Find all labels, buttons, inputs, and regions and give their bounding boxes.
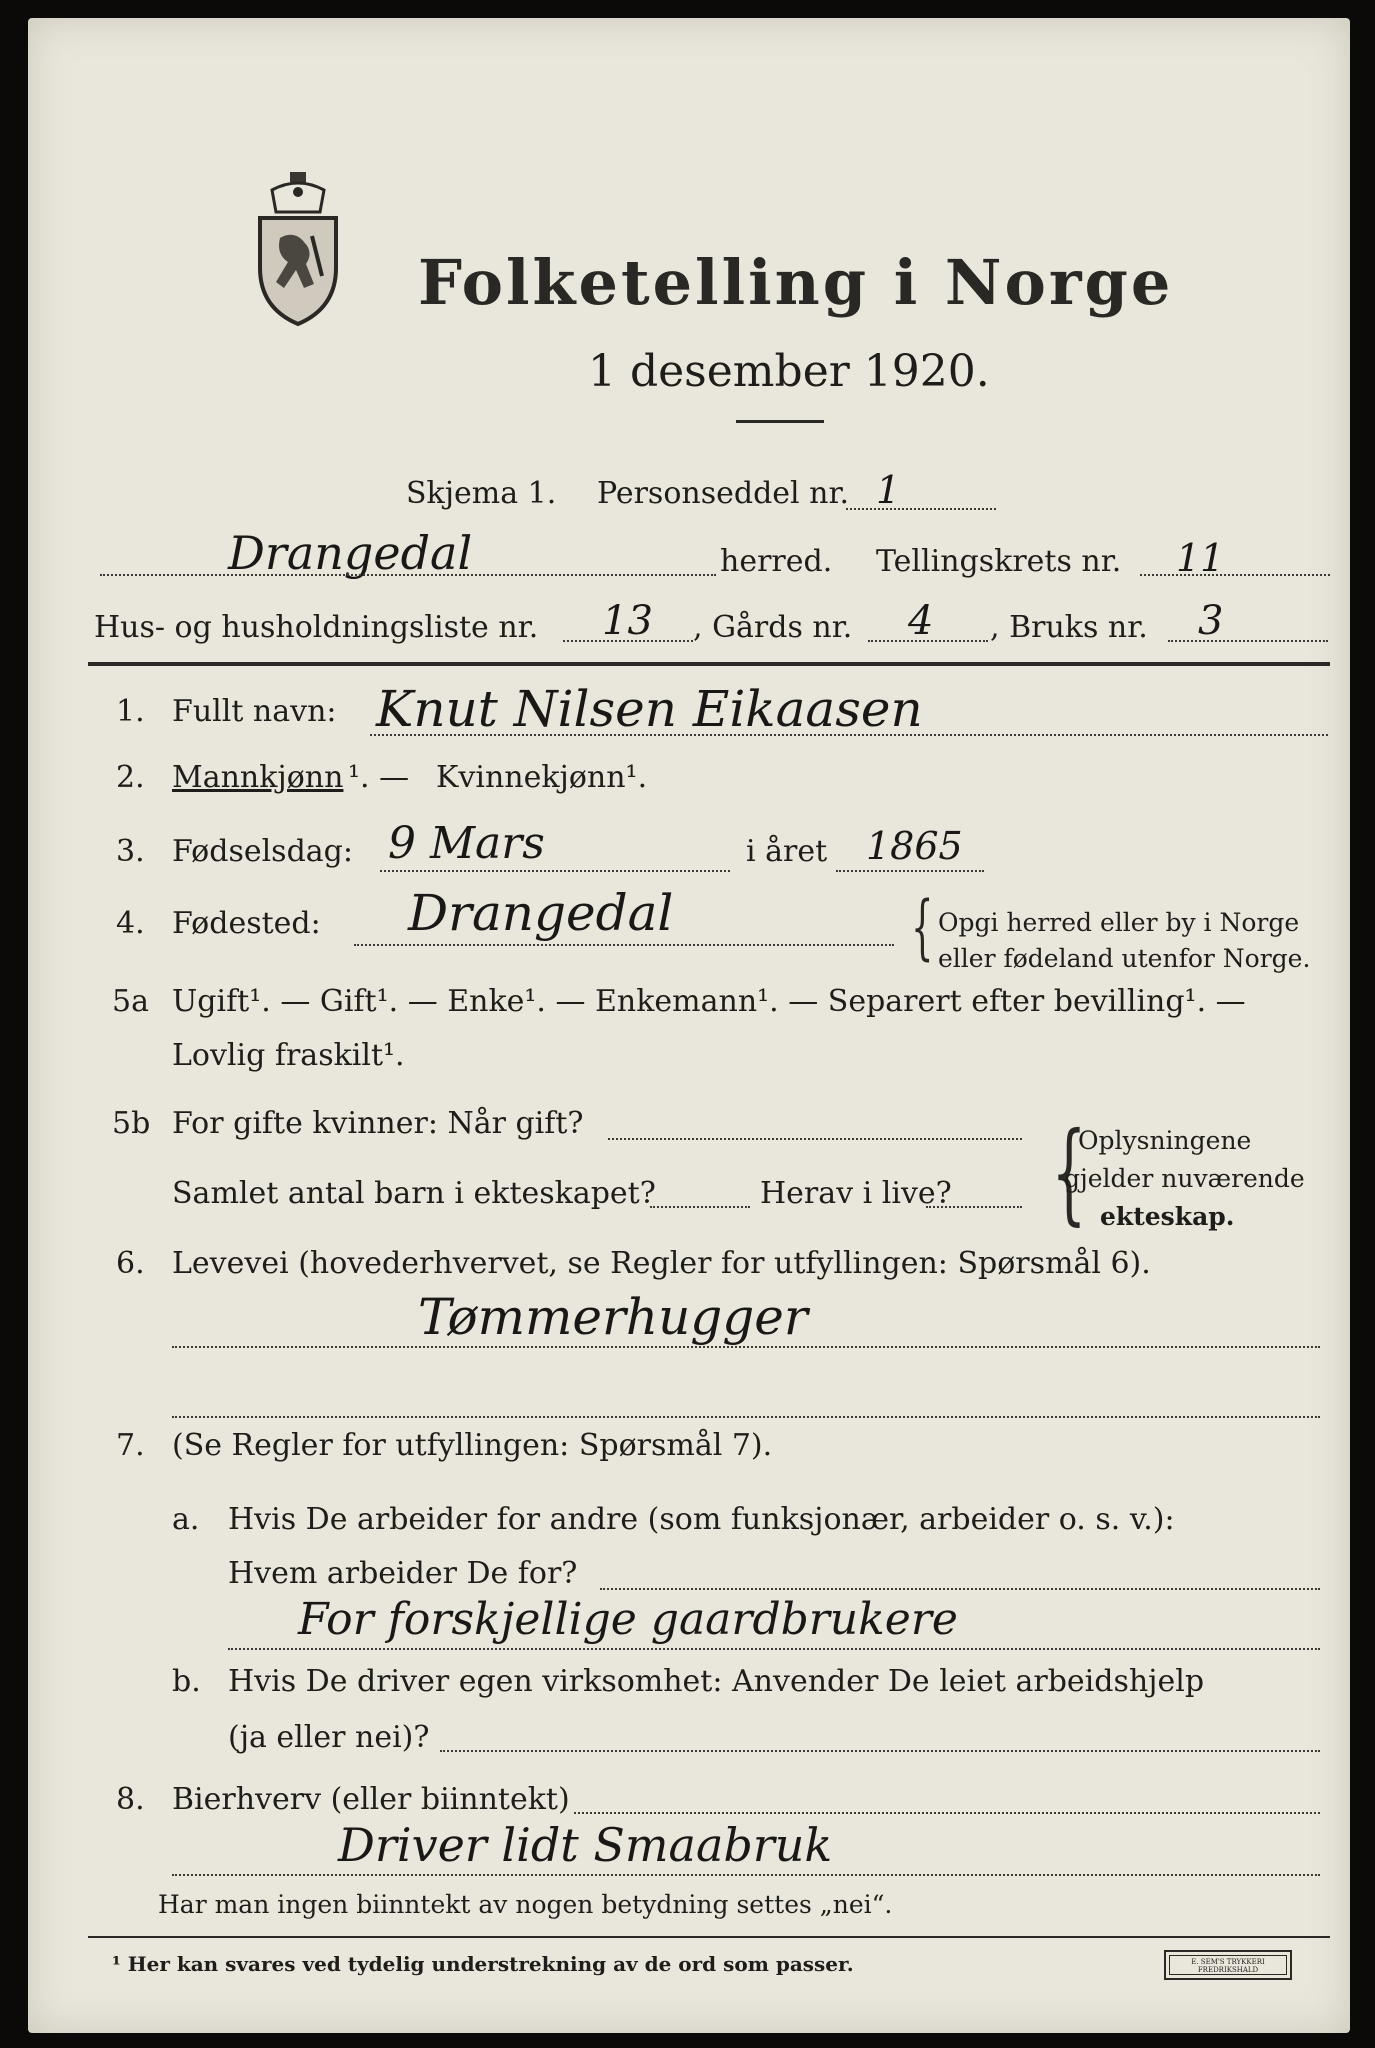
herred-label: herred. <box>720 544 833 579</box>
children-alive-label: Herav i live? <box>760 1176 952 1211</box>
q4-label: Fødested: <box>172 906 321 941</box>
q5a-number: 5a <box>112 984 149 1019</box>
q2-number: 2. <box>116 760 145 795</box>
q7a-letter: a. <box>172 1502 200 1537</box>
full-name-value: Knut Nilsen Eikaasen <box>376 680 923 738</box>
children-count-label: Samlet antal barn i ekteskapet? <box>172 1176 656 1211</box>
q7b-line-1: Hvis De driver egen virksomhet: Anvender De leiet arbeidshjelp <box>228 1664 1205 1699</box>
side-income-value: Driver lidt Smaabruk <box>338 1818 833 1872</box>
birthplace-note-2: eller fødeland utenfor Norge. <box>938 944 1311 973</box>
marital-status-line-2: Lovlig fraskilt¹. <box>172 1038 405 1073</box>
tellingskrets-value: 11 <box>1176 536 1225 580</box>
side-income-label: Bierhverv (eller biinntekt) <box>172 1782 570 1817</box>
birth-year-label: i året <box>746 834 828 869</box>
occupation-value: Tømmerhugger <box>418 1288 808 1346</box>
gards-value: 4 <box>908 598 934 644</box>
marriage-brace: { <box>1051 1108 1087 1236</box>
q7b-line-2: (ja eller nei)? <box>228 1720 430 1755</box>
gender-male: Mannkjønn <box>172 760 344 795</box>
gards-label: , Gårds nr. <box>693 610 853 645</box>
q5b-number: 5b <box>112 1106 151 1141</box>
gender-separator: ¹. — <box>348 760 410 795</box>
gender-female: Kvinnekjønn¹. <box>436 760 648 795</box>
marriage-note-2: gjelder nuværende <box>1064 1164 1305 1193</box>
census-date: 1 desember 1920. <box>588 346 990 397</box>
liste-value: 13 <box>602 598 653 644</box>
schema-label: Skjema 1. <box>406 476 557 511</box>
personseddel-value: 1 <box>876 468 901 512</box>
personseddel-label: Personseddel nr. <box>597 476 850 511</box>
bruks-value: 3 <box>1198 598 1224 644</box>
q7a-line-1: Hvis De arbeider for andre (som funksjonær, arbeider o. s. v.): <box>228 1502 1175 1537</box>
q7-label: (Se Regler for utfyllingen: Spørsmål 7). <box>172 1428 773 1463</box>
marriage-note-1: Oplysningene <box>1078 1126 1252 1155</box>
herred-value: Drangedal <box>228 526 473 580</box>
bruks-label: , Bruks nr. <box>990 610 1148 645</box>
footnote: ¹ Her kan svares ved tydelig understrekning av de ord som passer. <box>112 1952 854 1976</box>
birthplace-value: Drangedal <box>408 884 674 942</box>
tellingskrets-label: Tellingskrets nr. <box>876 544 1122 579</box>
coat-of-arms-icon <box>250 168 346 328</box>
birthplace-brace: { <box>911 886 934 968</box>
printer-stamp-text: E. SEM'S TRYKKERI FREDRIKSHALD <box>1191 1958 1265 1974</box>
footer-rule <box>88 1936 1330 1938</box>
marriage-date-label: For gifte kvinner: Når gift? <box>172 1106 584 1141</box>
side-income-note: Har man ingen biinntekt av nogen betydning settes „nei“. <box>158 1890 893 1919</box>
q4-number: 4. <box>116 906 145 941</box>
q7a-line-2: Hvem arbeider De for? <box>228 1556 578 1591</box>
form-title: Folketelling i Norge <box>418 246 1174 319</box>
census-form <box>28 18 1350 2033</box>
marriage-note-3: ekteskap. <box>1100 1202 1235 1231</box>
printer-stamp <box>1164 1950 1292 1980</box>
employer-value: For forskjellige gaardbrukere <box>298 1594 958 1645</box>
q3-number: 3. <box>116 834 145 869</box>
q1-label: Fullt navn: <box>172 694 337 729</box>
header-rule <box>88 662 1330 666</box>
birth-year-value: 1865 <box>866 824 963 868</box>
marital-status-line-1: Ugift¹. — Gift¹. — Enke¹. — Enkemann¹. — Separert efter bevilling¹. — <box>172 984 1246 1019</box>
birthplace-note-1: Opgi herred eller by i Norge <box>938 908 1300 937</box>
q7b-letter: b. <box>172 1664 201 1699</box>
q7-number: 7. <box>116 1428 145 1463</box>
title-divider <box>736 420 824 423</box>
birthdate-value: 9 Mars <box>388 818 545 869</box>
q1-number: 1. <box>116 694 145 729</box>
q6-number: 6. <box>116 1246 145 1281</box>
q8-number: 8. <box>116 1782 145 1817</box>
occupation-label: Levevei (hovederhvervet, se Regler for utfyllingen: Spørsmål 6). <box>172 1246 1151 1281</box>
liste-label: Hus- og husholdningsliste nr. <box>94 610 539 645</box>
q3-label: Fødselsdag: <box>172 834 353 869</box>
